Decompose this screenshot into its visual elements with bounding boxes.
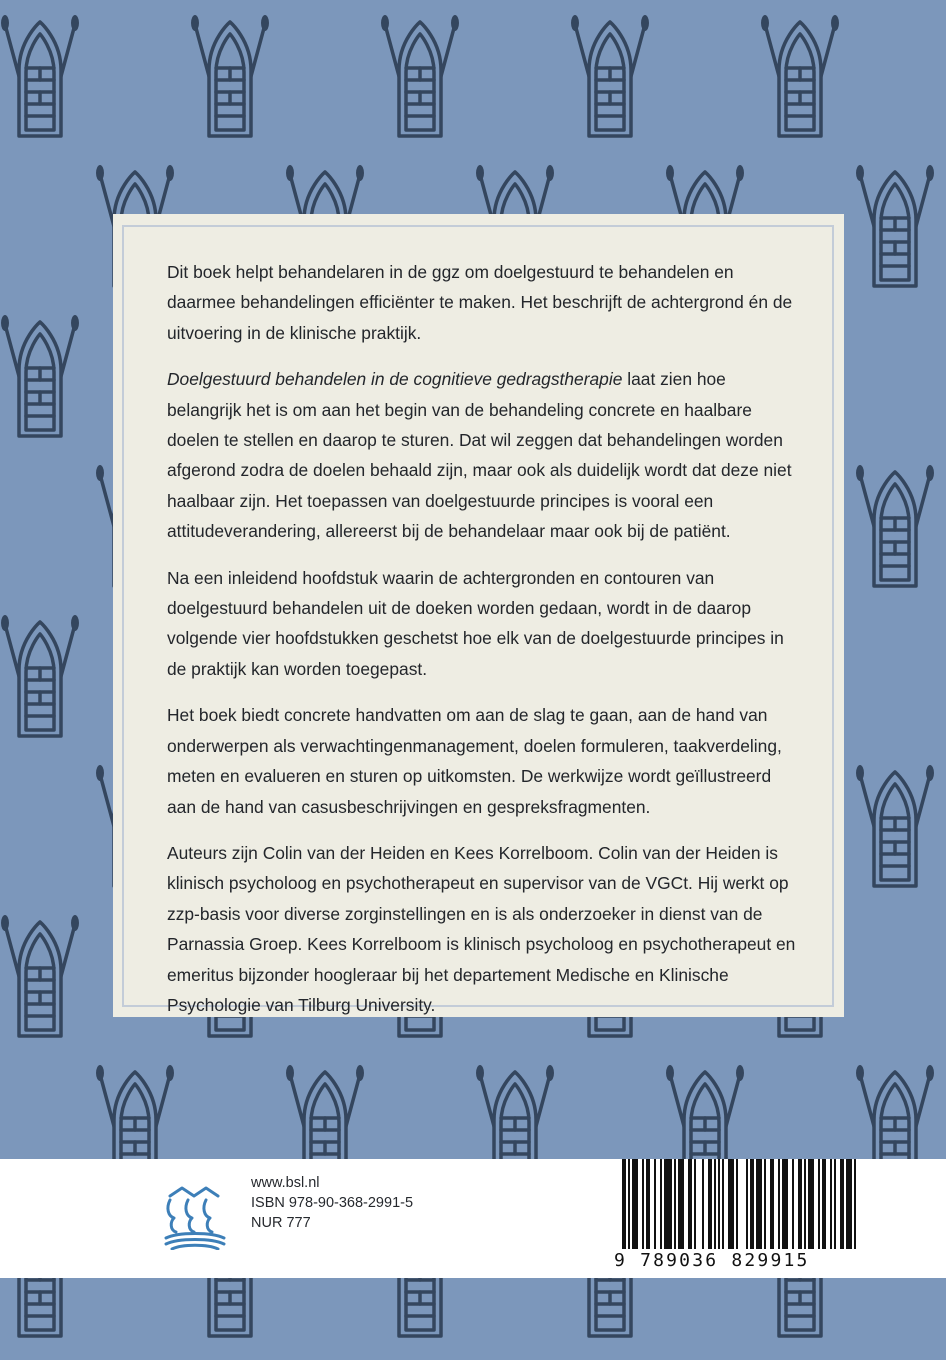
barcode-bar xyxy=(654,1159,656,1249)
barcode-bar xyxy=(708,1159,712,1249)
barcode-bar xyxy=(778,1159,780,1249)
barcode-bar xyxy=(808,1159,814,1249)
blurb-paragraph-summary xyxy=(167,364,797,546)
barcode-bar xyxy=(756,1159,762,1249)
barcode-bar xyxy=(714,1159,716,1249)
barcode-bar xyxy=(646,1159,650,1249)
barcode-bar xyxy=(750,1159,754,1249)
barcode-bar xyxy=(798,1159,802,1249)
barcode-bar xyxy=(722,1159,724,1249)
blurb-paragraph-content: Het boek biedt concrete handvatten om aan de slag te gaan, aan de hand van onderwerpen als verwachtingenmanagement, doelen formuleren, taakverdeling, meten en evalueren en sturen op uitkomsten. De werkwijze wordt geïllustreerd aan de hand van casusbeschrijvingen en gespreksfragmenten. xyxy=(167,705,782,817)
publisher-url[interactable]: www.bsl.nl xyxy=(251,1175,320,1191)
book-title-italic: Doelgestuurd behandelen in de cognitieve gedragstherapie xyxy=(167,369,623,390)
blurb-paragraph-structure: Na een inleidend hoofdstuk waarin de achtergronden en contouren van doelgestuurd behandelen uit de doeken worden gedaan, wordt in de daarop volgende vier hoofdstukken geschetst hoe elk van de doelgestuurde principes in de praktijk kan worden toegepast. xyxy=(167,567,784,679)
barcode-bar xyxy=(764,1159,766,1249)
blurb-paragraph-summary-text: laat zien hoe belangrijk het is om aan het begin van de behandeling concrete en haalbare doelen te stellen en daarop te sturen. Dat wil zeggen dat behandelingen worden afgerond zodra de doelen behaald zijn, maar ook als duidelijk wordt dat deze niet haalbaar zijn. Het toepassen van doelgestuurde principes is vooral een attitudeverandering, allereerst bij de behandelaar maar ook bij de patiënt. xyxy=(167,369,792,542)
barcode-bar xyxy=(770,1159,774,1249)
barcode-bar xyxy=(854,1159,856,1249)
barcode-bar xyxy=(804,1159,806,1249)
barcode-bar xyxy=(782,1159,788,1249)
barcode-bar xyxy=(678,1159,684,1249)
barcode-bar xyxy=(834,1159,836,1249)
barcode-bar xyxy=(846,1159,852,1249)
barcode-bar xyxy=(728,1159,734,1249)
barcode-bar xyxy=(628,1159,630,1249)
barcode-bar xyxy=(688,1159,692,1249)
bsl-swan-logo-icon xyxy=(164,1186,226,1250)
barcode-bar xyxy=(674,1159,676,1249)
barcode-bar xyxy=(818,1159,820,1249)
barcode-bar xyxy=(792,1159,794,1249)
barcode-bar xyxy=(660,1159,662,1249)
nur-code: NUR 777 xyxy=(251,1215,311,1231)
barcode-bar xyxy=(840,1159,844,1249)
blurb-paragraph-intro: Dit boek helpt behandelaren in de ggz om doelgestuurd te behandelen en daarmee behandelingen efficiënter te maken. Het beschrijft de achtergrond én de uitvoering in de klinische praktijk. xyxy=(167,262,793,343)
blurb-paragraph-authors: Auteurs zijn Colin van der Heiden en Kees Korrelboom. Colin van der Heiden is klinisch psycholoog en psychotherapeut en supervisor van de VGCt. Hij werkt op zzp-basis voor diverse zorginstellingen en is als onderzoeker in dienst van de Parnassia Groep. Kees Korrelboom is klinisch psycholoog en psychotherapeut en emeritus bijzonder hoogleraar bij het departement Medische en Klinische Psychologie van Tilburg University. xyxy=(167,842,796,1015)
barcode-bar xyxy=(702,1159,704,1249)
barcode-bar xyxy=(694,1159,696,1249)
barcode-bar xyxy=(830,1159,832,1249)
barcode-bar xyxy=(736,1159,738,1249)
barcode-bar xyxy=(718,1159,720,1249)
barcode-bar xyxy=(822,1159,826,1249)
barcode-bar xyxy=(622,1159,626,1249)
isbn-number: ISBN 978-90-368-2991-5 xyxy=(251,1195,414,1211)
blurb-text xyxy=(167,257,797,1036)
barcode-bar xyxy=(642,1159,644,1249)
barcode-number: 9 789036 829915 xyxy=(614,1250,810,1271)
barcode-bar xyxy=(632,1159,638,1249)
barcode-bar xyxy=(664,1159,672,1249)
barcode-bar xyxy=(746,1159,748,1249)
isbn-barcode xyxy=(616,1159,941,1255)
publisher-info xyxy=(251,1173,413,1233)
